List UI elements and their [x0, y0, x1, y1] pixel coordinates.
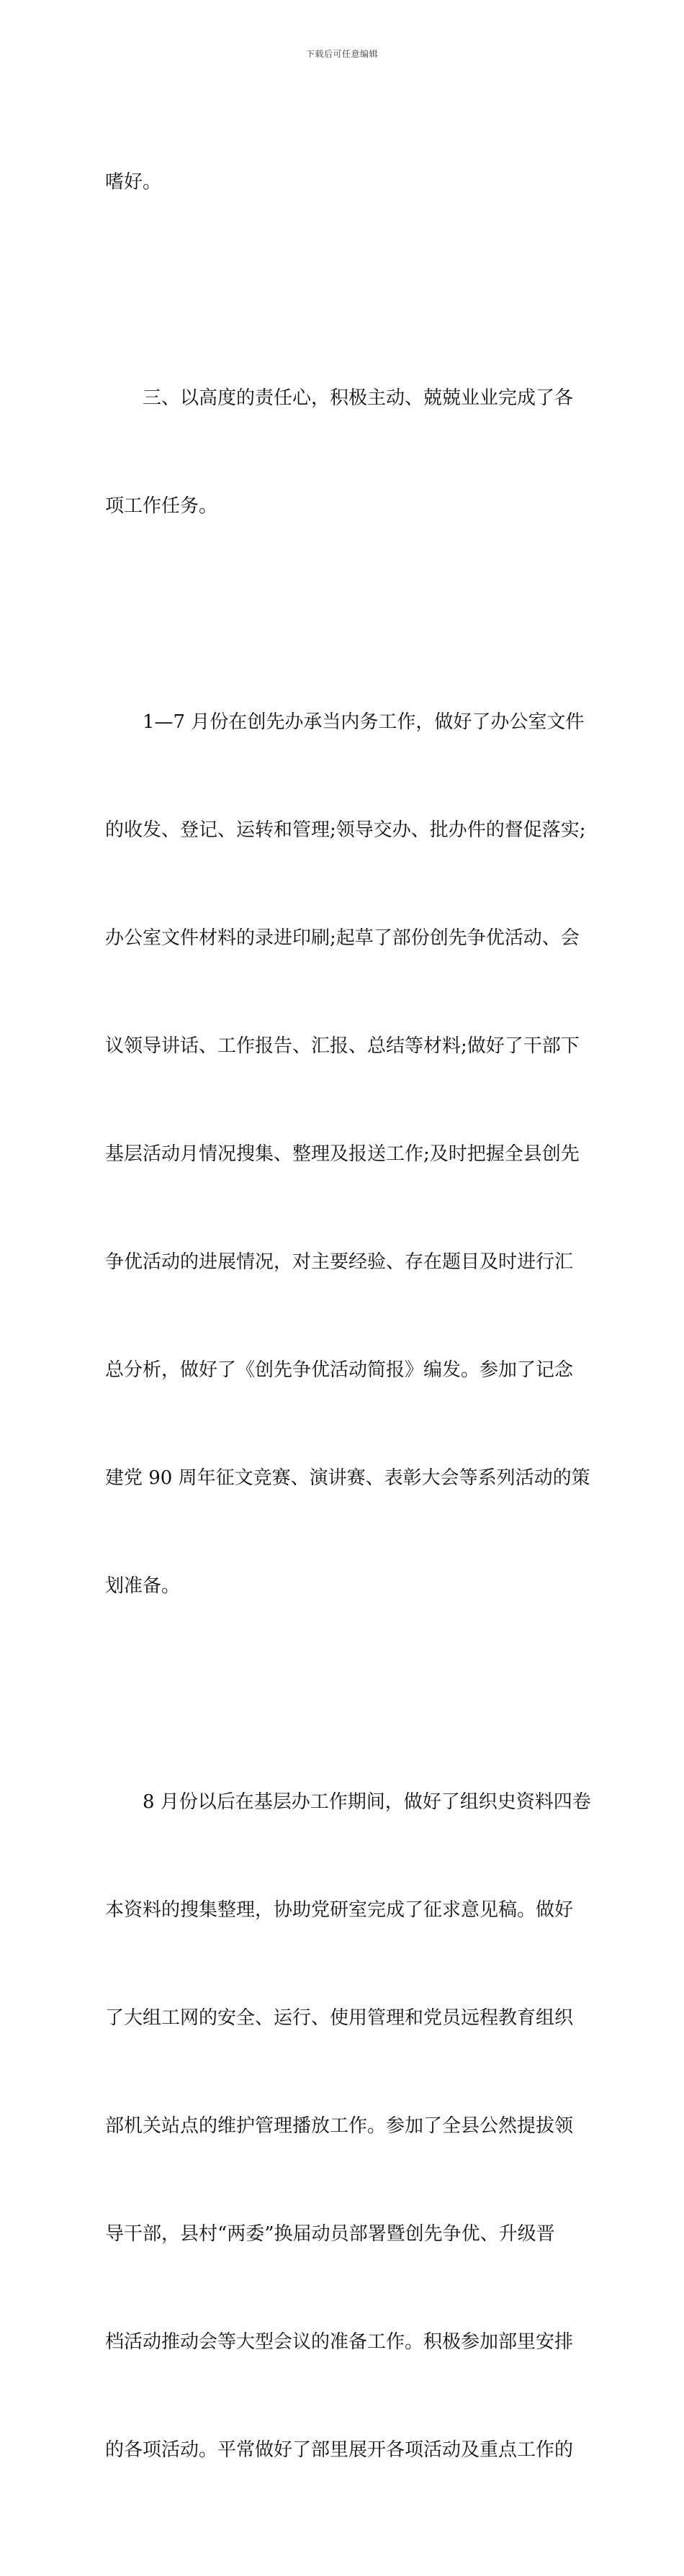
paragraph-1	[105, 92, 583, 272]
text-line: 的收发、登记、运转和管理;领导交办、批办件的督促落实;	[105, 819, 586, 841]
text-line: 争优活动的进展情况，对主要经验、存在题目及时进行汇	[105, 1251, 574, 1273]
text-line: 划准备。	[105, 1575, 181, 1597]
text-line: 部机关站点的维护管理播放工作。参加了全县公然提拔领	[105, 2115, 574, 2137]
text-line: 的各项活动。平常做好了部里展开各项活动及重点工作的	[105, 2439, 574, 2461]
paragraph-4	[105, 1712, 591, 2540]
text-line: 档活动推动会等大型会议的准备工作。积极参加部里安排	[105, 2331, 574, 2353]
document-body	[105, 92, 591, 2576]
text-line: 8 月份以后在基层办工作期间，做好了组织史资料四卷	[105, 1791, 591, 1813]
text-line: 1—7 月份在创先办承当内务工作，做好了办公室文件	[105, 711, 585, 733]
text-line: 本资料的搜集整理，协助党研室完成了征求意见稿。做好	[105, 1899, 574, 1921]
page-header: 下载后可任意编辑	[305, 49, 378, 59]
text-line: 总分析，做好了《创先争优活动简报》编发。参加了记念	[105, 1359, 574, 1381]
text-line: 项工作任务。	[105, 495, 218, 517]
text-line: 了大组工网的安全、运行、使用管理和党员远程教育组织	[105, 2007, 574, 2029]
text-line: 办公室文件材料的录进印刷;起草了部份创先争优活动、会	[105, 927, 580, 949]
text-line: 三、以高度的责任心，积极主动、兢兢业业完成了各	[105, 387, 574, 409]
text-line: 议领导讲话、工作报告、汇报、总结等材料;做好了干部下	[105, 1035, 580, 1057]
paragraph-3	[105, 632, 590, 1676]
text-line: 基层活动月情况搜集、整理及报送工作;及时把握全县创先	[105, 1143, 580, 1165]
text-line: 建党 90 周年征文竞赛、演讲赛、表彰大会等系列活动的策	[105, 1467, 590, 1489]
text-line: 导干部，县村“两委”换届动员部署暨创先争优、升级晋	[105, 2223, 555, 2245]
paragraph-2	[105, 308, 583, 596]
text-line: 嗜好。	[105, 171, 162, 193]
